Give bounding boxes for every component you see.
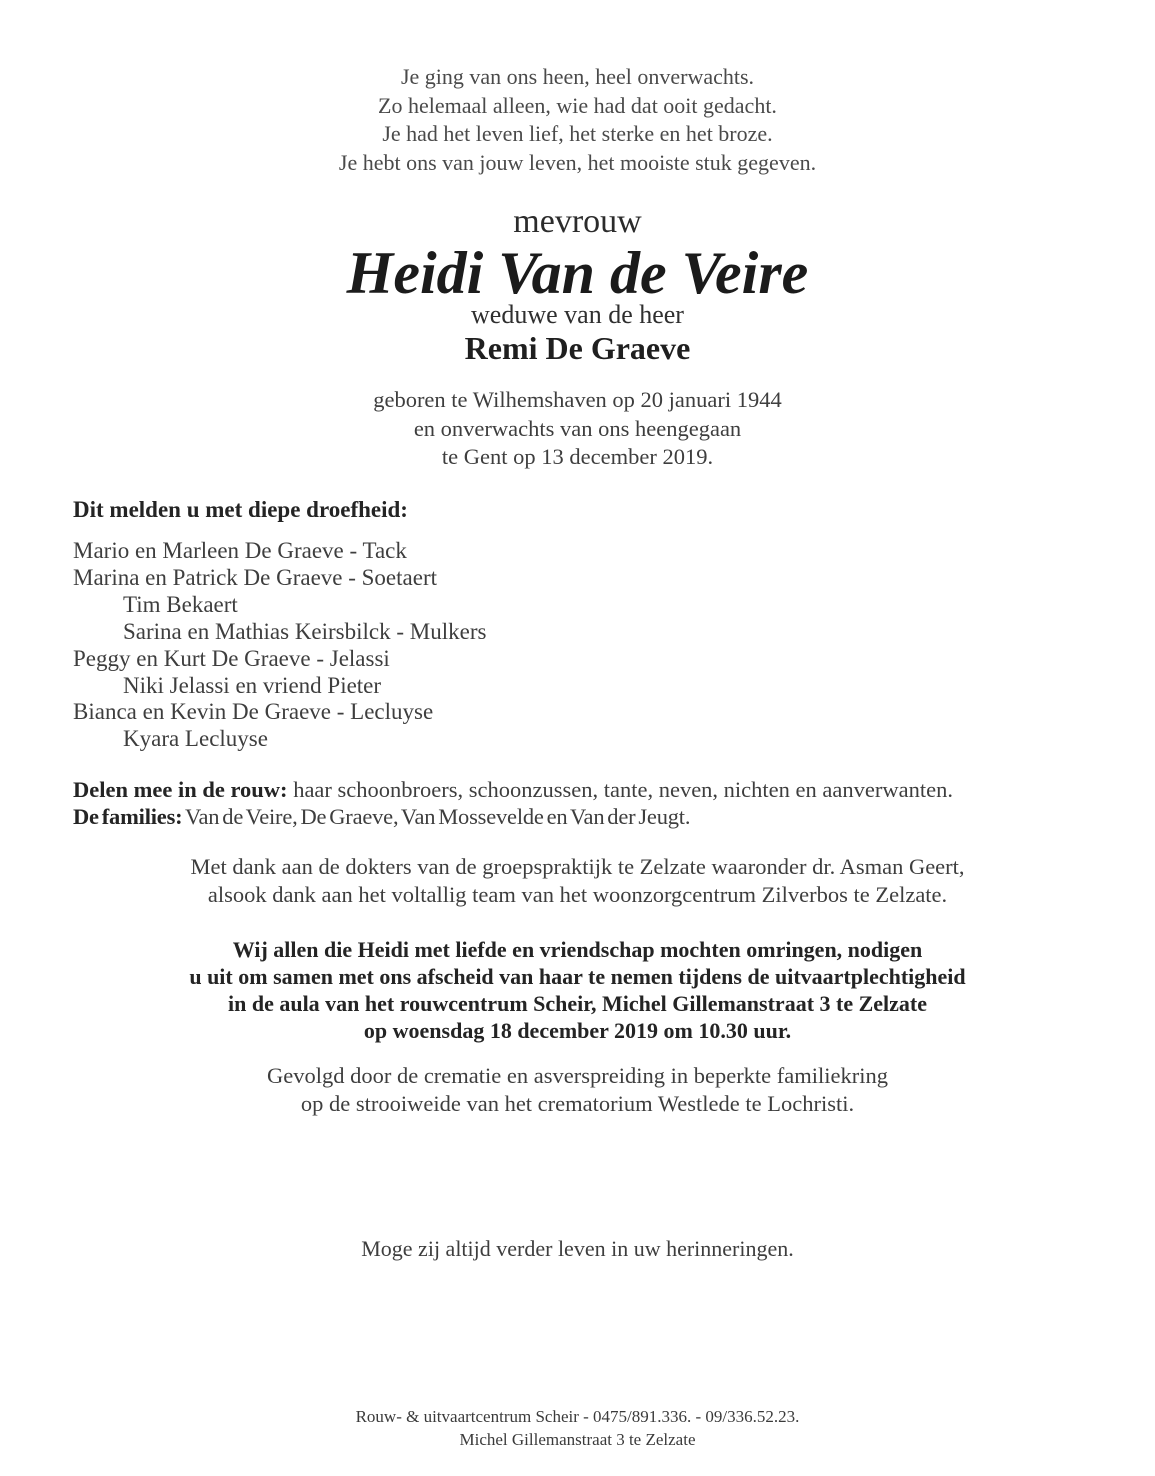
poem-line: Je ging van ons heen, heel onverwachts.	[400, 64, 755, 89]
birth-line: geboren te Wilhemshaven op 20 januari 1944	[373, 387, 782, 412]
cremation-line: op de strooiweide van het crematorium Westlede te Lochristi.	[300, 1091, 855, 1117]
spouse-name: Remi De Graeve	[464, 330, 691, 366]
family-member-line: Niki Jelassi en vriend Pieter	[123, 672, 382, 698]
family-member-line: Mario en Marleen De Graeve - Tack	[73, 538, 407, 563]
cremation-info	[0, 1062, 1155, 1119]
remembrance-line: Moge zij altijd verder leven in uw herinneringen.	[361, 1236, 794, 1261]
invitation-line: Wij allen die Heidi met liefde en vriendschap mochten omringen, nodigen	[232, 937, 923, 962]
invitation-line: u uit om samen met ons afscheid van haar te nemen tijdens de uitvaartplechtigheid	[189, 964, 966, 989]
mourning-relatives-line	[73, 776, 1115, 803]
mourning-relatives-label: Delen mee in de rouw:	[73, 777, 288, 802]
mourning-families-line	[73, 803, 1115, 830]
announcement-heading: Dit melden u met diepe droefheid:	[73, 497, 408, 522]
family-member-line: Sarina en Mathias Keirsbilck - Mulkers	[123, 618, 487, 644]
family-list	[73, 538, 1115, 753]
thanks-line: Met dank aan de dokters van de groepspraktijk te Zelzate waaronder dr. Asman Geert,	[190, 854, 965, 879]
funeral-home-address-line: Michel Gillemanstraat 3 te Zelzate	[459, 1429, 696, 1449]
deceased-name: Heidi Van de Veire	[346, 240, 809, 306]
cremation-line: Gevolgd door de crematie en asverspreiding in beperkte familiekring	[266, 1063, 889, 1088]
poem-line: Je hebt ons van jouw leven, het mooiste stuk gegeven.	[338, 149, 817, 175]
invitation-line: op woensdag 18 december 2019 om 10.30 uur.	[363, 1018, 792, 1043]
funeral-invitation	[0, 936, 1155, 1044]
death-line: en onverwachts van ons heengegaan	[413, 415, 742, 441]
birth-death-info	[0, 386, 1155, 472]
mourning-families-text: Van de Veire, De Graeve, Van Mossevelde en Van der Jeugt.	[184, 804, 691, 830]
salutation: mevrouw	[513, 203, 642, 240]
family-member-line: Marina en Patrick De Graeve - Soetaert	[73, 564, 438, 590]
widow-of-label: weduwe van de heer	[471, 300, 684, 329]
mourning-relatives-text: haar schoonbroers, schoonzussen, tante, neven, nichten en aanverwanten.	[293, 777, 953, 802]
family-member-line: Peggy en Kurt De Graeve - Jelassi	[73, 645, 390, 671]
family-member-line: Tim Bekaert	[123, 591, 238, 617]
poem-line: Zo helemaal alleen, wie had dat ooit gedacht.	[378, 92, 777, 118]
poem-line: Je had het leven lief, het sterke en het broze.	[382, 121, 773, 146]
thanks-section	[0, 853, 1155, 910]
mourning-section	[73, 776, 1115, 831]
funeral-home-footer	[0, 1406, 1155, 1452]
invitation-line: in de aula van het rouwcentrum Scheir, Michel Gillemanstraat 3 te Zelzate	[227, 991, 928, 1016]
opening-poem	[0, 63, 1155, 177]
thanks-line: alsook dank aan het voltallig team van het woonzorgcentrum Zilverbos te Zelzate.	[207, 882, 948, 908]
mourning-families-label: De families:	[73, 804, 183, 830]
family-member-line: Kyara Lecluyse	[123, 726, 268, 752]
death-place-line: te Gent op 13 december 2019.	[441, 444, 714, 470]
family-member-line: Bianca en Kevin De Graeve - Lecluyse	[73, 699, 434, 725]
funeral-home-contact-line: Rouw- & uitvaartcentrum Scheir - 0475/891.336. - 09/336.52.23.	[355, 1407, 800, 1426]
